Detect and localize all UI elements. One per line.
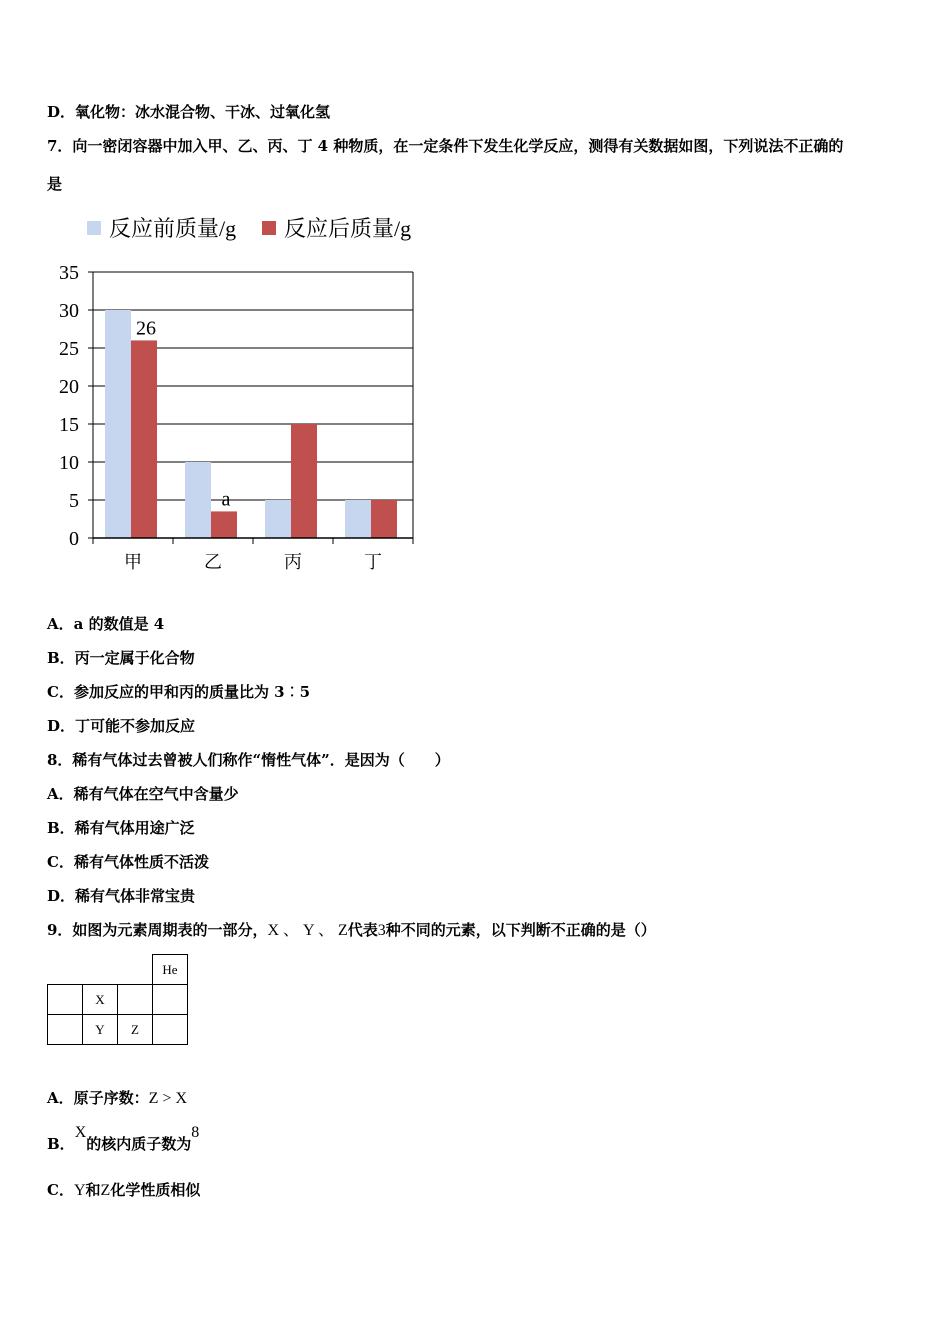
periodic-table-fragment (47, 954, 188, 1045)
pt-cell-y: Y (83, 1015, 118, 1045)
bar-after (291, 424, 317, 538)
bar-before (265, 500, 291, 538)
q8-option-a: A．稀有气体在空气中含量少 (47, 785, 239, 803)
pt-cell (83, 955, 118, 985)
pt-cell (118, 985, 153, 1015)
bar-after (211, 511, 237, 538)
q6-option-d: D．氧化物：冰水混合物、干冰、过氧化氢 (47, 103, 331, 121)
y-tick-label: 35 (59, 262, 79, 284)
pt-cell (48, 1015, 83, 1045)
x-tick-label: 甲 (124, 552, 142, 572)
y-tick-label: 20 (59, 376, 79, 398)
pt-cell-x: X (83, 985, 118, 1015)
y-tick-label: 25 (59, 338, 79, 360)
bar-chart (40, 205, 440, 580)
q9-c-label: C． (47, 1181, 74, 1199)
q9-c-and: 和 (85, 1181, 101, 1199)
pt-cell (153, 1015, 188, 1045)
bar-before (185, 462, 211, 538)
q8-option-b: B．稀有气体用途广泛 (47, 819, 195, 837)
x-tick-label: 丁 (364, 552, 382, 572)
bar-after (131, 340, 157, 538)
q8-stem: 8．稀有气体过去曾被人们称作“惰性气体”．是因为（ ） (47, 751, 450, 769)
bar-before (345, 500, 371, 538)
q7-option-b: B．丙一定属于化合物 (47, 649, 195, 667)
legend-swatch (87, 221, 101, 235)
legend-label: 反应前质量/g (109, 216, 237, 241)
q8-option-d: D．稀有气体非常宝贵 (47, 887, 196, 905)
pt-cell (118, 955, 153, 985)
y-tick-label: 30 (59, 300, 79, 322)
q7-stem-line1: 7．向一密闭容器中加入甲、乙、丙、丁 4 种物质，在一定条件下发生化学反应，测得有关数据如图，下列说法不正确的 (47, 137, 844, 155)
pt-cell (48, 985, 83, 1015)
legend-swatch (262, 221, 276, 235)
q9-stem (47, 920, 656, 941)
q9-c-y: Y (73, 1182, 86, 1199)
q9-b-text: 的核内质子数为 (86, 1135, 192, 1153)
q9-stem-num: 3 (377, 922, 386, 939)
q9-b-num: 8 (191, 1124, 200, 1141)
q9-c-z: Z (100, 1182, 111, 1199)
q9-option-c (47, 1180, 200, 1201)
bar-after (371, 500, 397, 538)
q9-c-text: 化学性质相似 (110, 1181, 201, 1199)
x-tick-label: 丙 (284, 552, 302, 572)
pt-cell-z: Z (118, 1015, 153, 1045)
q9-b-label: B． (47, 1135, 75, 1153)
q9-b-x: X (74, 1124, 87, 1141)
bar-before (105, 310, 131, 538)
q9-stem-post: 种不同的元素，以下判断不正确的是（） (385, 921, 656, 939)
data-label: 26 (136, 317, 156, 340)
q7-option-c: C．参加反应的甲和丙的质量比为 3︰5 (47, 683, 311, 701)
q7-stem-line2: 是 (47, 175, 63, 193)
data-label: a (221, 488, 231, 511)
y-tick-label: 5 (69, 490, 79, 512)
q9-stem-vars: X 、 Y 、 Z (267, 922, 348, 939)
y-tick-label: 0 (69, 528, 79, 550)
q9-option-b (47, 1124, 200, 1155)
pt-cell (48, 955, 83, 985)
q9-a-expr: Z > X (148, 1090, 187, 1107)
q9-option-a (47, 1088, 187, 1109)
legend-label: 反应后质量/g (284, 216, 412, 241)
pt-cell-he: He (153, 955, 188, 985)
q9-stem-pre: 9．如图为元素周期表的一部分， (47, 921, 268, 939)
q9-a-label: A．原子序数： (47, 1089, 149, 1107)
q7-option-a: A．a 的数值是 4 (47, 615, 165, 633)
q9-stem-mid: 代表 (347, 921, 378, 939)
q7-option-d: D．丁可能不参加反应 (47, 717, 196, 735)
y-tick-label: 15 (59, 414, 79, 436)
q8-option-c: C．稀有气体性质不活泼 (47, 853, 209, 871)
x-tick-label: 乙 (204, 552, 222, 572)
y-tick-label: 10 (59, 452, 79, 474)
pt-cell (153, 985, 188, 1015)
